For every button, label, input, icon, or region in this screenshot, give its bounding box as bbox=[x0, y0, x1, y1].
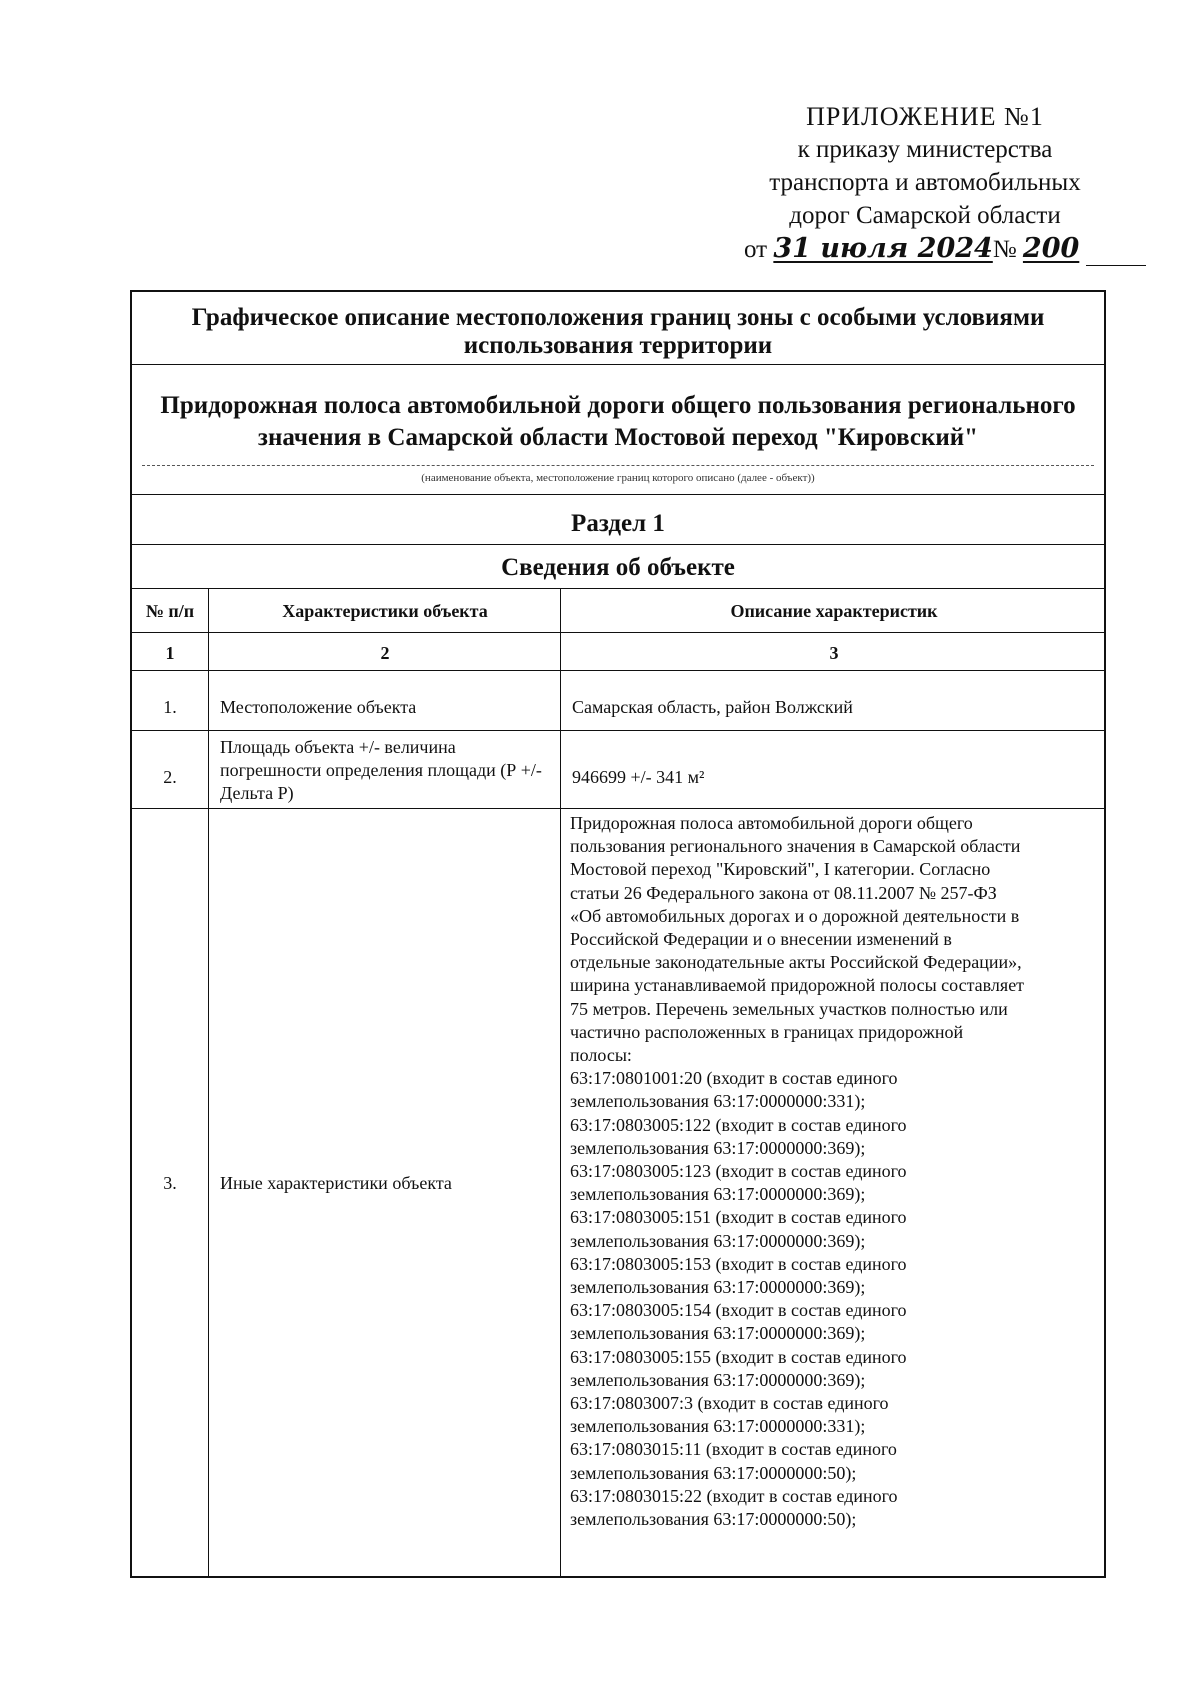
row-3-description-line: полосы: bbox=[570, 1045, 632, 1066]
row-3-description-line: землепользования 63:17:0000000:369); bbox=[570, 1137, 866, 1158]
row-3-description-line: 63:17:0801001:20 (входит в состав единого bbox=[570, 1068, 898, 1089]
divider bbox=[132, 544, 1104, 545]
divider bbox=[132, 494, 1104, 495]
row-3-description-line: 75 метров. Перечень земельных участков полностью или bbox=[570, 998, 1008, 1019]
row-3-description-line: землепользования 63:17:0000000:369); bbox=[570, 1323, 866, 1344]
row-3-description-line: землепользования 63:17:0000000:369); bbox=[570, 1277, 866, 1298]
column-divider bbox=[208, 588, 209, 1576]
appendix-title: ПРИЛОЖЕНИЕ №1 bbox=[806, 102, 1044, 131]
header-description: Описание характеристик bbox=[730, 601, 938, 621]
row-3-description-line: 63:17:0803015:22 (входит в состав единого bbox=[570, 1485, 898, 1506]
row-3-description-line: землепользования 63:17:0000000:50); bbox=[570, 1462, 857, 1483]
row-3-description-line: 63:17:0803005:123 (входит в состав единого bbox=[570, 1161, 907, 1182]
row-3-description-line: 63:17:0803005:122 (входит в состав единого bbox=[570, 1114, 907, 1135]
row-3-description-line: землепользования 63:17:0000000:331); bbox=[570, 1416, 866, 1437]
row-3-description-line: землепользования 63:17:0000000:50); bbox=[570, 1509, 857, 1530]
object-info-table bbox=[130, 290, 1106, 1578]
divider bbox=[132, 632, 1104, 633]
row-3-description-line: 63:17:0803015:11 (входит в состав единого bbox=[570, 1439, 897, 1460]
object-name: Придорожная полоса автомобильной дороги общего пользования регионального значения в Самарской области Мостовой переход "Кировский" bbox=[160, 392, 1076, 451]
order-date-line bbox=[744, 232, 1090, 266]
divider bbox=[132, 670, 1104, 671]
row-1-description: Самарская область, район Волжский bbox=[572, 697, 853, 717]
appendix-header bbox=[744, 100, 1090, 266]
object-name-note: (наименование объекта, местоположение границ которого описано (далее - объект)) bbox=[421, 472, 815, 484]
row-3-characteristic: Иные характеристики объекта bbox=[220, 1173, 452, 1193]
row-3-description-line: «Об автомобильных дорогах и о дорожной деятельности в bbox=[570, 905, 1020, 926]
row-3-description-line: Мостовой переход "Кировский", I категории. Согласно bbox=[570, 859, 991, 880]
row-3-description-line: Российской Федерации и о внесении изменений в bbox=[570, 929, 952, 950]
divider bbox=[132, 588, 1104, 589]
row-3-description-line: землепользования 63:17:0000000:369); bbox=[570, 1369, 866, 1390]
subsection-title: Сведения об объекте bbox=[501, 554, 735, 581]
number-prefix: № bbox=[992, 236, 1017, 263]
header-num: № п/п bbox=[145, 601, 195, 621]
row-3-description-line: отдельные законодательные акты Российской Федерации», bbox=[570, 952, 1022, 973]
row-1-num: 1. bbox=[163, 697, 177, 717]
divider bbox=[132, 364, 1104, 365]
row-3-description bbox=[570, 812, 1104, 1531]
col-number-2: 2 bbox=[380, 643, 390, 663]
row-1-characteristic: Местоположение объекта bbox=[220, 697, 417, 717]
row-3-description-line: 63:17:0803005:153 (входит в состав единого bbox=[570, 1253, 907, 1274]
date-prefix: от bbox=[744, 236, 768, 263]
row-3-num: 3. bbox=[163, 1173, 177, 1193]
row-3-description-line: ширина устанавливаемой придорожной полосы составляет bbox=[570, 975, 1025, 996]
dashed-rule bbox=[142, 465, 1094, 466]
divider bbox=[132, 730, 1104, 731]
divider bbox=[132, 808, 1104, 809]
handwritten-number: 200 bbox=[1022, 233, 1080, 264]
underline-blank bbox=[1086, 241, 1146, 266]
appendix-line-2: транспорта и автомобильных bbox=[769, 169, 1081, 196]
row-3-description-line: пользования регионального значения в Самарской области bbox=[570, 836, 1021, 857]
row-3-description-line: 63:17:0803005:151 (входит в состав единого bbox=[570, 1207, 907, 1228]
row-2-num: 2. bbox=[163, 767, 177, 787]
row-3-description-line: землепользования 63:17:0000000:369); bbox=[570, 1184, 866, 1205]
row-3-description-line: частично расположенных в границах придорожной bbox=[570, 1021, 964, 1042]
row-3-description-line: 63:17:0803005:155 (входит в состав единого bbox=[570, 1346, 907, 1367]
row-3-description-line: 63:17:0803007:3 (входит в состав единого bbox=[570, 1393, 889, 1414]
row-3-description-line: 63:17:0803005:154 (входит в состав единого bbox=[570, 1300, 907, 1321]
col-number-1: 1 bbox=[165, 643, 175, 663]
row-3-description-line: землепользования 63:17:0000000:331); bbox=[570, 1091, 866, 1112]
appendix-line-1: к приказу министерства bbox=[797, 136, 1053, 163]
row-3-description-line: статьи 26 Федерального закона от 08.11.2007 № 257-ФЗ bbox=[570, 882, 997, 903]
column-divider bbox=[560, 588, 561, 1576]
row-2-characteristic: Площадь объекта +/- величина погрешности определения площади (Р +/- Дельта Р) bbox=[220, 737, 542, 803]
header-characteristic: Характеристики объекта bbox=[282, 601, 488, 621]
row-2-description: 946699 +/- 341 м² bbox=[572, 767, 705, 787]
col-number-3: 3 bbox=[829, 643, 839, 663]
section-title: Раздел 1 bbox=[571, 510, 665, 537]
row-3-description-line: Придорожная полоса автомобильной дороги общего bbox=[570, 813, 973, 833]
appendix-line-3: дорог Самарской области bbox=[789, 202, 1061, 229]
row-3-description-line: землепользования 63:17:0000000:369); bbox=[570, 1230, 866, 1251]
document-title: Графическое описание местоположения границ зоны с особыми условиями использования территории bbox=[191, 304, 1045, 359]
handwritten-date: 31 июля 2024 bbox=[773, 233, 993, 264]
